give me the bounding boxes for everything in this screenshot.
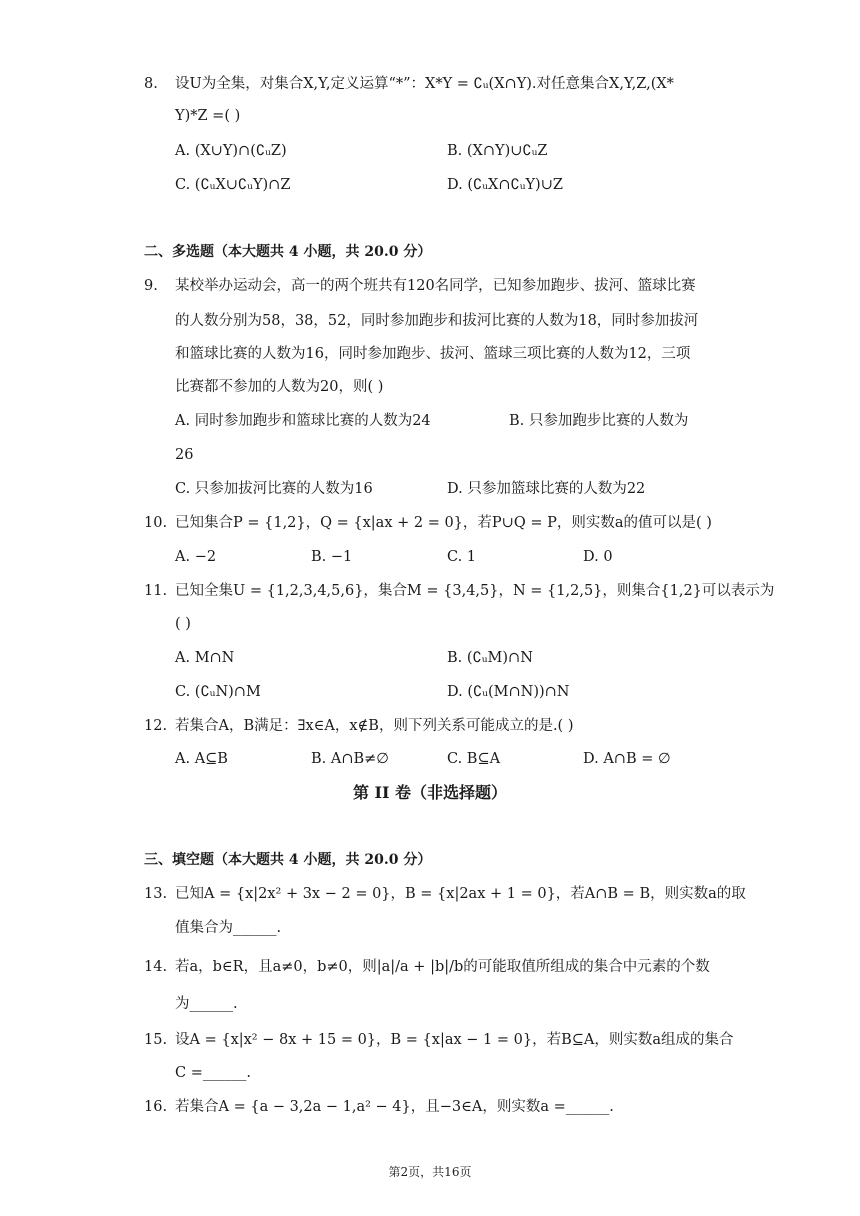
question-number: 14. xyxy=(144,959,168,975)
option-b-continued: 26 xyxy=(175,447,194,463)
option-c: C. B⊆A xyxy=(447,751,501,767)
option-c: C. (∁ᵤX∪∁ᵤY)∩Z xyxy=(175,177,291,193)
question-number: 8. xyxy=(144,76,158,92)
question-number: 15. xyxy=(144,1032,168,1048)
question-text: 设U为全集，对集合X,Y,定义运算“*”：X*Y = ∁ᵤ(X∩Y).对任意集合X,Y,Z,(X* xyxy=(175,76,674,92)
question-text: 为______. xyxy=(175,996,238,1012)
question-number: 10. xyxy=(144,515,168,531)
question-number: 12. xyxy=(144,718,168,734)
question-text: ( ) xyxy=(175,616,191,632)
question-text: 若集合A = {a − 3,2a − 1,a² − 4}，且−3∈A，则实数a =______. xyxy=(175,1099,614,1115)
option-b: B. (X∩Y)∪∁ᵤZ xyxy=(447,143,548,159)
question-text: 已知A = {x|2x² + 3x − 2 = 0}，B = {x|2ax + 1 = 0}，若A∩B = B，则实数a的取 xyxy=(175,886,746,902)
option-d: D. (∁ᵤ(M∩N))∩N xyxy=(447,684,570,700)
section-heading-fill-in: 三、填空题（本大题共 4 小题，共 20.0 分） xyxy=(144,852,432,868)
page-footer: 第2页，共16页 xyxy=(388,1165,472,1179)
section-heading-multiple-choice: 二、多选题（本大题共 4 小题，共 20.0 分） xyxy=(144,244,432,260)
option-a: A. (X∪Y)∩(∁ᵤZ) xyxy=(175,143,287,159)
option-d: D. 只参加篮球比赛的人数为22 xyxy=(447,481,646,497)
question-text: 已知全集U = {1,2,3,4,5,6}，集合M = {3,4,5}，N = {1,2,5}，则集合{1,2}可以表示为 xyxy=(175,583,775,599)
option-c: C. 1 xyxy=(447,549,477,565)
question-text: 的人数分别为58，38，52，同时参加跑步和拔河比赛的人数为18，同时参加拔河 xyxy=(175,313,699,329)
option-a: A. A⊆B xyxy=(175,751,228,767)
option-d: D. (∁ᵤX∩∁ᵤY)∪Z xyxy=(447,177,563,193)
option-a: A. M∩N xyxy=(175,650,235,666)
volume-title: 第 II 卷（非选择题） xyxy=(352,783,508,802)
option-b: B. A∩B≠∅ xyxy=(311,751,389,767)
option-b: B. 只参加跑步比赛的人数为 xyxy=(509,413,689,429)
question-number: 16. xyxy=(144,1099,168,1115)
option-c: C. 只参加拔河比赛的人数为16 xyxy=(175,481,373,497)
question-number: 9. xyxy=(144,278,158,294)
option-a: A. −2 xyxy=(175,549,217,565)
question-text: C =______. xyxy=(175,1065,251,1081)
question-text: 设A = {x|x² − 8x + 15 = 0}，B = {x|ax − 1 = 0}，若B⊆A，则实数a组成的集合 xyxy=(175,1032,734,1048)
question-text: Y)*Z =( ) xyxy=(175,108,241,124)
question-text: 和篮球比赛的人数为16，同时参加跑步、拔河、篮球三项比赛的人数为12，三项 xyxy=(175,346,691,362)
question-text: 值集合为______. xyxy=(175,920,282,936)
question-number: 11. xyxy=(144,583,168,599)
question-text: 若集合A，B满足：∃x∈A，x∉B，则下列关系可能成立的是.( ) xyxy=(175,718,574,734)
question-text: 比赛都不参加的人数为20，则( ) xyxy=(175,379,384,395)
option-b: B. −1 xyxy=(311,549,353,565)
option-d: D. 0 xyxy=(583,549,613,565)
option-c: C. (∁ᵤN)∩M xyxy=(175,684,261,700)
question-text: 已知集合P = {1,2}，Q = {x|ax + 2 = 0}，若P∪Q = P，则实数a的值可以是( ) xyxy=(175,515,712,531)
option-d: D. A∩B = ∅ xyxy=(583,751,671,767)
option-a: A. 同时参加跑步和篮球比赛的人数为24 xyxy=(175,413,431,429)
question-number: 13. xyxy=(144,886,168,902)
option-b: B. (∁ᵤM)∩N xyxy=(447,650,533,666)
question-text: 若a，b∈R，且a≠0，b≠0，则|a|/a + |b|/b的可能取值所组成的集合中元素的个数 xyxy=(175,959,710,975)
question-text: 某校举办运动会，高一的两个班共有120名同学，已知参加跑步、拔河、篮球比赛 xyxy=(175,278,696,294)
